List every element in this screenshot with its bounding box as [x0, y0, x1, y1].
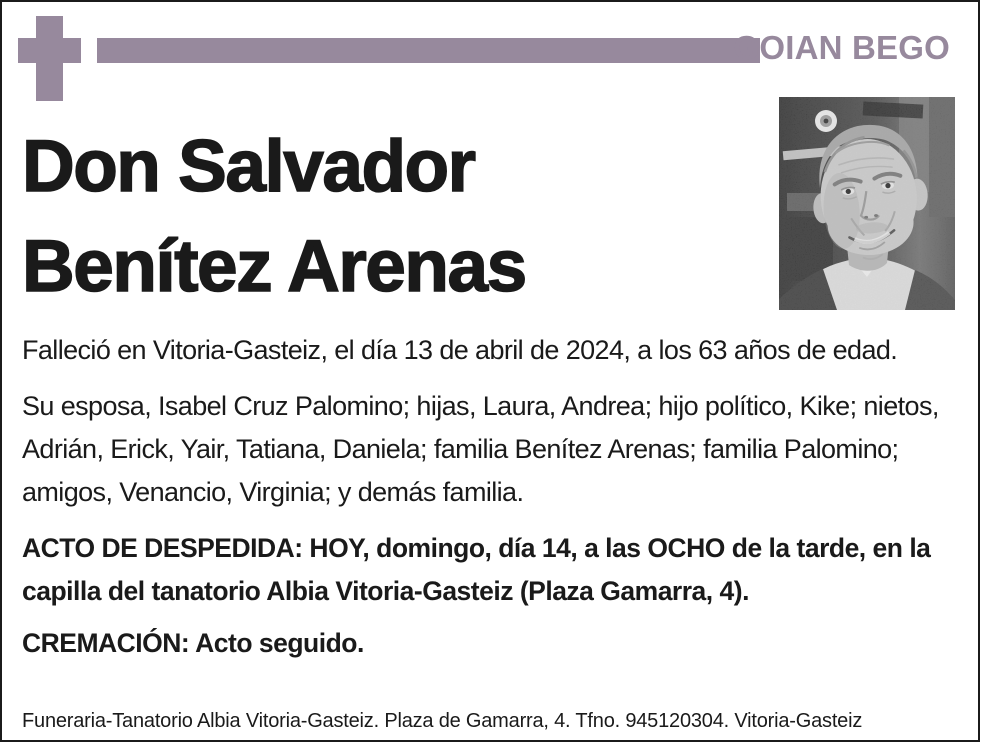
family-list: Su esposa, Isabel Cruz Palomino; hijas, Laura, Andrea; hijo político, Kike; nietos, Adrián, Erick, Yair, Tatiana, Daniela; familia Benítez Arenas; familia Palomino; amigos, Venancio, Virginia; y demás familia.: [22, 391, 939, 507]
funeral-home-info: Funeraria-Tanatorio Albia Vitoria-Gasteiz. Plaza de Gamarra, 4. Tfno. 945120304. Vitoria-Gasteiz: [22, 710, 863, 732]
obituary-body: [22, 329, 958, 674]
farewell-act-notice: ACTO DE DESPEDIDA: HOY, domingo, día 14, a las OCHO de la tarde, en la capilla del tanatorio Albia Vitoria-Gasteiz (Plaza Gamarra, 4).: [22, 533, 931, 606]
death-announcement: Falleció en Vitoria-Gasteiz, el día 13 de abril de 2024, a los 63 años de edad.: [22, 335, 898, 365]
header-accent-rule: [97, 38, 760, 63]
cross-horizontal-bar: [18, 38, 81, 63]
deceased-name-line1: Don Salvador: [22, 126, 475, 207]
cremation-notice: CREMACIÓN: Acto seguido.: [22, 628, 364, 658]
deceased-name-line2: Benítez Arenas: [22, 226, 526, 307]
motto-text: GOIAN BEGO: [733, 29, 950, 66]
deceased-name: [22, 117, 526, 317]
portrait-photo: [779, 97, 955, 310]
